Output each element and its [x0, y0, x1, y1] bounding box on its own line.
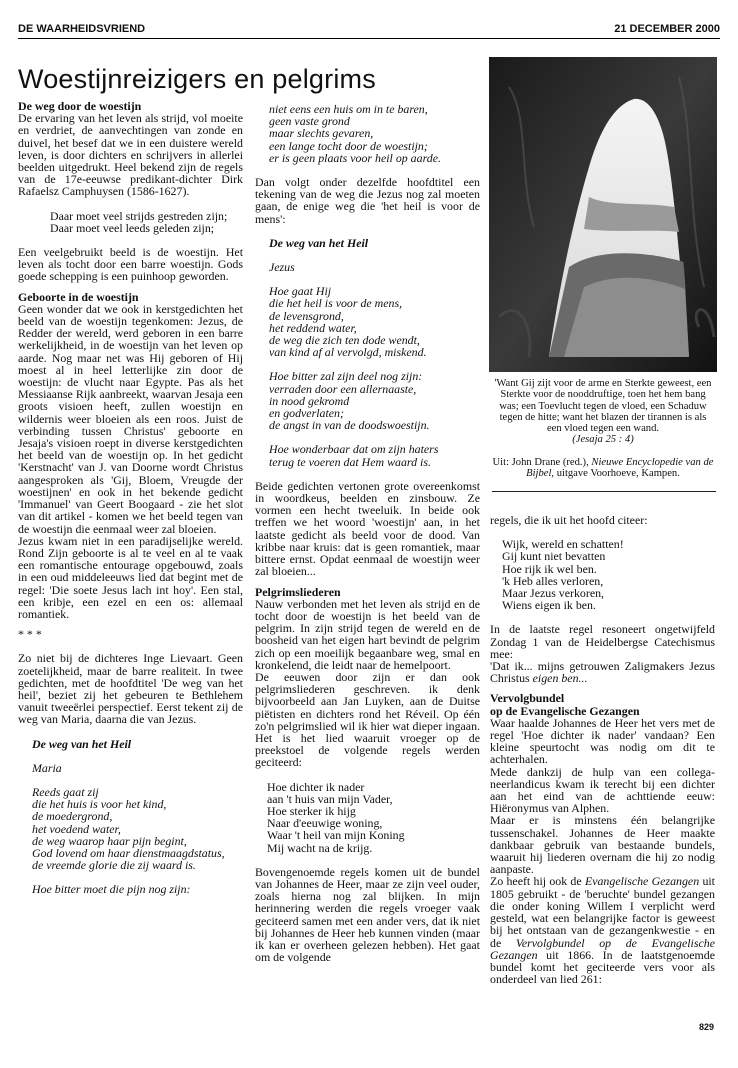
page-number: 829: [698, 1022, 714, 1032]
publication-name: DE WAARHEIDSVRIEND: [18, 23, 146, 35]
quote-text: 'Dat ik... mijns getrouwen Zaligmakers Jezus Christus: [490, 659, 715, 686]
paragraph: Beide gedichten vertonen grote overeenkomst in woordkeus, beelden en zinsbouw. Ze vormen een hecht tweeluik. In beide ook treffen we het woord 'woestijn' aan, in het laatste gedicht als beeld voor de dood. Van kribbe naar kruis: dat is geen romantiek, maar bittere ernst. Opdat eenmaal de woestijn weer zal bloeien...: [255, 478, 480, 579]
page-header: [18, 22, 720, 39]
paragraph: Zo niet bij de dichteres Inge Lievaart. Geen zoetelijkheid, maar de barre realiteit. In twee gedichten, met de hoofdtitel 'De weg van het heil', beziet zij het gebeuren te Bethlehem vanuit tweeërlei perspectief. Eerst tekent zij de weg van Maria, daarna die van Jezus.: [18, 651, 243, 727]
paragraph: [490, 660, 715, 684]
caption-reference: (Jesaja 25 : 4): [572, 434, 634, 446]
quote-line: Waar 't heil van mijn Koning: [267, 828, 405, 843]
poem-line: Hoe bitter moet die pijn nog zijn:: [32, 882, 191, 897]
photo-caption: [491, 378, 715, 446]
poem-line: het reddend water,: [269, 320, 357, 335]
poem-line: een lange tocht door de woestijn;: [269, 138, 428, 153]
paragraph: [490, 875, 715, 985]
poem-subtitle: Maria: [32, 760, 62, 775]
poem-line: de weg die zich ten dode wendt,: [269, 333, 420, 348]
article-title: Woestijnreizigers en pelgrims: [18, 64, 376, 94]
quote-line: Hoe sterker ik hijg: [267, 803, 356, 818]
poem-line: Hoe bitter zal zijn deel nog zijn:: [269, 369, 423, 384]
photo-source: [491, 457, 715, 480]
paragraph: In de laatste regel resoneert ongetwijfeld Zondag 1 van de Heidelbergse Catechismus mee:: [490, 622, 715, 661]
source-title: Nieuwe Encyclopedie van de Bijbel,: [526, 457, 714, 480]
poem-title: De weg van het Heil: [32, 736, 132, 751]
poem-title: De weg van het Heil: [269, 235, 369, 250]
poem-line: in nood gekromd: [269, 393, 350, 408]
poem-line: geen vaste grond: [269, 114, 350, 129]
text-emphasis: Evangelische Gezangen: [584, 874, 700, 889]
quote-line: aan 't huis van mijn Vader,: [267, 791, 393, 806]
poem-line: Hoe wonderbaar dat om zijn haters: [269, 442, 439, 457]
poem-line: het voedend water,: [32, 821, 121, 836]
poem-maria: [32, 786, 243, 896]
column-2: [255, 103, 480, 963]
column-3: [490, 514, 715, 985]
quote-line: Hoe dichter ik nader: [267, 779, 365, 794]
poem-jezus: [269, 285, 480, 468]
quote-line: Daar moet veel strijds gestreden zijn;: [50, 208, 228, 223]
text-span: Zo heeft hij ook de: [490, 874, 582, 889]
poem-line: die het heil is voor de mens,: [269, 296, 403, 311]
paragraph: Geen wonder dat we ook in kerstgedichten het beeld van de woestijn tegenkomen: Jezus, de Redder der wereld, werd geboren in een barre werkelijkheid, in de woestijn van het leven op aarde. Nog maar net was Hij geboren of Hij moest al in heel letterlijke zin door de woestijn: de vlucht naar Egypte. Pas als het Messiaanse Rijk aanbreekt, waarvan Jesaja een groots visioen heeft, zullen woestijn en wildernis weer bloeien als een roos. Juist de verbinding tussen Christus' geboorte en Jesaja's visioen roept in diverse kerstgedichten het beeld van de woestijn op. In het gedicht 'Kerstnacht' van J. van Doorne wordt Christus aangesproken als 'Gij, Bloem, Vreugde der woestijnen' en ook in het bekende gedicht 'Immanuel' van Geert Boogaard - zie het slot van dit artikel - komen we het beeld tegen van de woestijn die eenmaal weer zal bloeien.: [18, 301, 243, 536]
quote-line: Maar Jezus verkoren,: [502, 586, 605, 601]
subheading-vervolgbundel: Vervolgbundel: [490, 691, 565, 706]
quote-block: [267, 781, 480, 854]
poem-line: Reeds gaat zij: [32, 784, 99, 799]
quote-line: Wijk, wereld en schatten!: [502, 537, 624, 552]
section-divider: * * *: [18, 627, 42, 642]
poem-line: terug te voeren dat Hem waard is.: [269, 454, 431, 469]
paragraph: Waar haalde Johannes de Heer het vers met de regel 'Hoe dichter ik nader' vandaan? Een kleine speurtocht was nodig om dit te achterhalen.: [490, 715, 715, 767]
poem-line: verraden door een allernaaste,: [269, 381, 417, 396]
quote-line: Mij wacht na de krijg.: [267, 840, 373, 855]
paragraph: De eeuwen door zijn er dan ook pelgrimsliederen geschreven. ik denk bijvoorbeeld aan Jan Luyken, aan de Duitse piëtisten en dichters rond het Réveil. Op één zo'n pelgrimslied wil ik hier wat dieper ingaan. Het is het lied waaruit vroeger op de preekstoel de volgende regels werden geciteerd:: [255, 669, 480, 770]
caption-divider: [492, 491, 716, 492]
paragraph: Jezus kwam niet in een paradijselijke wereld. Rond Zijn geboorte is al te veel en al te vaak een romantische entourage opgebouwd, zoals in een oud middeleeuws lied dat begint met de regel: 'Die soete Jesus lach int hoy'. Een stal, een kribje, een ezel en een os: allemaal romantiek.: [18, 533, 243, 621]
source-suffix: uitgave Voorhoeve, Kampen.: [556, 468, 680, 480]
poem-line: van kind af al vervolgd, miskend.: [269, 345, 427, 360]
quote-block: [502, 538, 715, 611]
issue-date: 21 DECEMBER 2000: [614, 23, 720, 35]
text-span: uit 1805 gebruikt - de 'beruchte' bundel gezangen die onder koning Willem I verplicht werd gesteld, wat een belangrijke factor is geweest bij het ontstaan van de gezangenkwestie - en de: [490, 874, 715, 950]
subheading-geboorte: Geboorte in de woestijn: [18, 289, 139, 304]
desert-cave-photo: [489, 57, 717, 372]
paragraph: regels, die ik uit het hoofd citeer:: [490, 513, 648, 527]
quote-line: Gij kunt niet bevatten: [502, 549, 606, 564]
quote-line: Hoe rijk ik wel ben.: [502, 561, 597, 576]
cave-image: [489, 57, 717, 372]
poem-line: maar slechts gevaren,: [269, 126, 374, 141]
source-prefix: Uit: John Drane (red.),: [492, 457, 589, 468]
poem-line: de weg waarop haar pijn begint,: [32, 833, 187, 848]
column-1: [18, 100, 243, 896]
text-span: uit 1866. In de laatstgenoemde bundel komt het geciteerde vers voor als onderdeel van lied 261:: [490, 947, 715, 987]
quote-line: 'k Heb alles verloren,: [502, 573, 604, 588]
quote-line: Wiens eigen ik ben.: [502, 598, 596, 613]
paragraph: Mede dankzij de hulp van een collega-neerlandicus kwam ik terecht bij een dichter aan het eind van de achttiende eeuw: Hiëronymus van Alphen.: [490, 764, 715, 816]
poem-line: die het huis is voor het kind,: [32, 797, 167, 812]
paragraph: Maar er is minstens één belangrijke tussenschakel. Johannes de Heer maakte dankbaar gebruik van bestaande bundels, waaruit hij liederen overnam die hij zo nodig aanpaste.: [490, 813, 715, 877]
poem-line: er is geen plaats voor heil op aarde.: [269, 150, 441, 165]
paragraph: Een veelgebruikt beeld is de woestijn. Het leven als tocht door een barre woestijn. Gods goede schepping is een puinhoop geworden.: [18, 245, 243, 284]
poem-line: de moedergrond,: [32, 809, 113, 824]
poem-line: niet eens een huis om in te baren,: [269, 102, 428, 116]
text-emphasis: Vervolgbundel op de Evangelische Gezangen: [490, 935, 715, 962]
poem-continuation: [269, 103, 480, 164]
poem-subtitle: Jezus: [269, 260, 295, 275]
subheading-pelgrimsliederen: Pelgrimsliederen: [255, 584, 341, 599]
subheading-vervolgbundel-2: op de Evangelische Gezangen: [490, 703, 640, 718]
subheading-weg-door-woestijn: De weg door de woestijn: [18, 99, 142, 113]
poem-line: en godverlaten;: [269, 406, 344, 421]
poem-line: de vreemde glorie die zij waard is.: [32, 858, 196, 873]
poem-line: de angst in van de doodswoestijn.: [269, 418, 430, 433]
poem-line: de levensgrond,: [269, 308, 344, 323]
paragraph: De ervaring van het leven als strijd, vol moeite en verdriet, de aanvechtingen van zonde en duivel, het besef dat we in een duistere wereld leven, is door dichters en schrijvers in allerlei beelden uitgedrukt. Heel bekend zijn de regels van de 17e-eeuwse predikant-dichter Dirk Rafaelsz Camphuysen (1586-1627).: [18, 111, 243, 199]
poem-line: God lovend om haar dienstmaagdstatus,: [32, 845, 225, 860]
caption-text: 'Want Gij zijt voor de arme en Sterkte geweest, een Sterkte voor de nooddruftige, toen het hem bang was; een Toevlucht tegen de vloed, een Schaduw tegen de hitte; want het blazen der tirannen is als een vloed tegen een wand.: [494, 378, 712, 435]
quote-line: Daar moet veel leeds geleden zijn;: [50, 220, 215, 235]
paragraph: Nauw verbonden met het leven als strijd en de tocht door de woestijn is het beeld van de pelgrim. In zijn strijd tegen de wereld en de boosheid van het eigen hart bevindt de pelgrim zich op een moeilijk begaanbare weg, smal en kronkelend, die leidt naar de hemelpoort.: [255, 596, 480, 672]
paragraph: Bovengenoemde regels komen uit de bundel van Johannes de Heer, maar ze zijn veel ouder, zoals hierna nog zal blijken. In mijn herinnering werden die regels vroeger vaak geciteerd samen met een ander vers, dat ik niet bij Johannes de Heer heb kunnen vinden (maar ik kan er overheen gelezen hebben). Het gaat om de volgende: [255, 864, 480, 965]
quote-emphasis: eigen ben...: [532, 671, 588, 686]
poem-line: Hoe gaat Hij: [269, 284, 332, 299]
quote-line: Naar d'eeuwige woning,: [267, 816, 383, 831]
paragraph: Dan volgt onder dezelfde hoofdtitel een tekening van de weg die Jezus nog zal moeten gaan, de enige weg die 'het heil is voor de mens':: [255, 175, 480, 226]
